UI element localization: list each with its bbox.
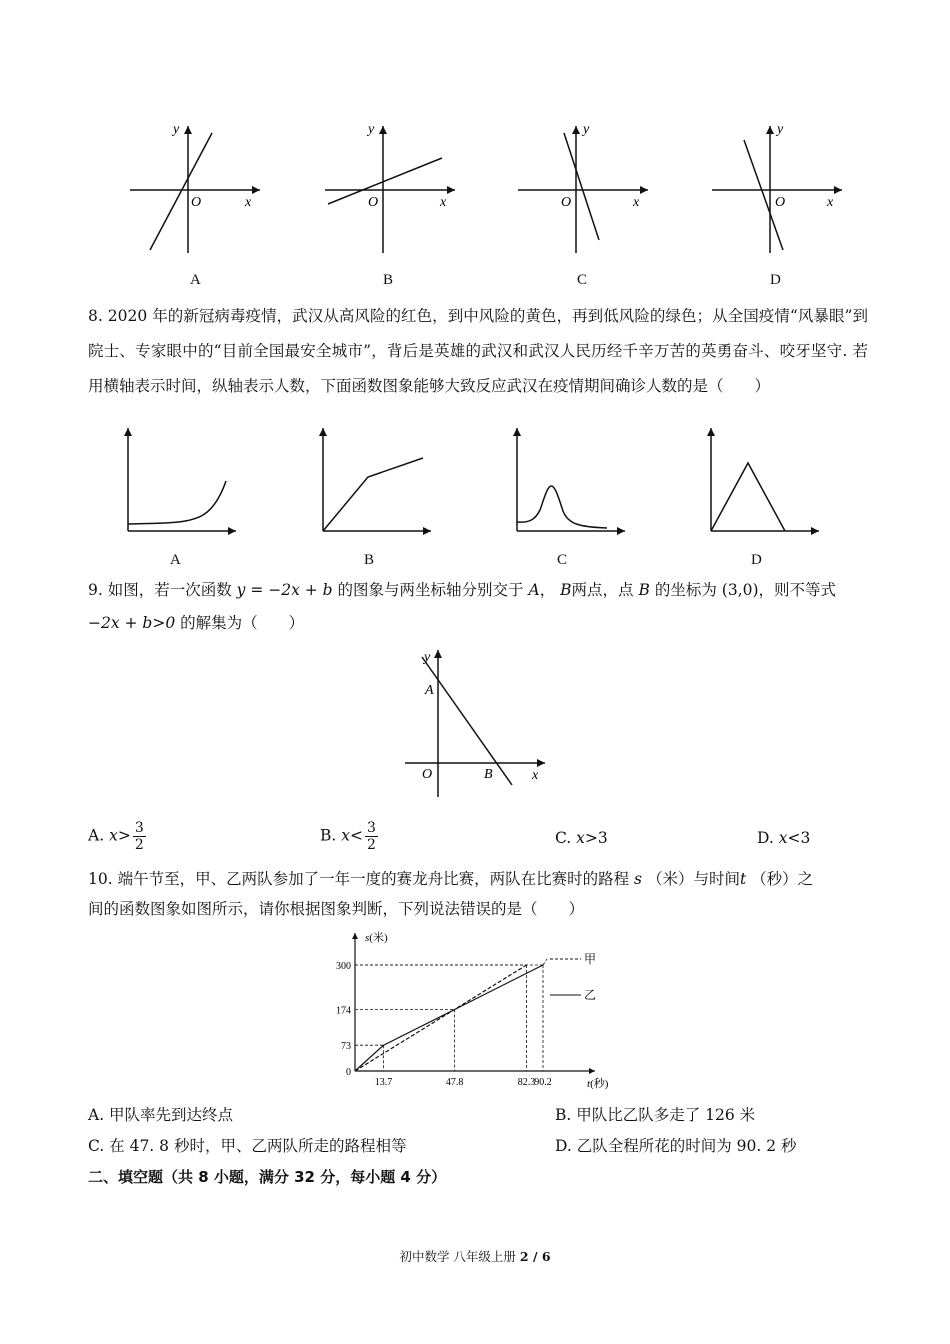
- x-axis-label: x: [633, 195, 640, 210]
- q10-option-a[interactable]: A. 甲队率先到达终点: [88, 1106, 234, 1124]
- y-axis-label: y: [424, 650, 431, 665]
- page-number: 2 / 6: [519, 1249, 551, 1264]
- q7-label-c: C: [577, 272, 588, 288]
- y-axis-label: y: [583, 122, 590, 137]
- q9-question-line2: −2x + b>0 的解集为（ ）: [88, 614, 305, 632]
- q7-graph-b: [320, 118, 460, 258]
- chart-x-tick-label: 90.2: [534, 1077, 552, 1088]
- q10-chart: [325, 925, 625, 1090]
- legend-yi-label: 乙: [584, 988, 597, 1002]
- chart-x-tick-label: 47.8: [445, 1077, 464, 1088]
- q7-label-d: D: [770, 272, 781, 288]
- x-axis-label: x: [245, 195, 252, 210]
- q9-option-c[interactable]: C. x>3: [555, 829, 608, 847]
- fraction: $\frac{3}{2}$: [367, 820, 376, 853]
- q9-option-a[interactable]: A. x> $\frac{3}{2}$: [88, 820, 144, 853]
- chart-legend-connector: [543, 959, 547, 965]
- origin-label: O: [191, 195, 202, 210]
- chart-x-tick-label: 13.7: [374, 1077, 393, 1088]
- chart-y-tick-label: 300: [336, 961, 351, 972]
- q10-option-c[interactable]: C. 在 47. 8 秒时，甲、乙两队所走的路程相等: [88, 1137, 407, 1155]
- chart-y-label: s(米): [365, 932, 388, 944]
- x-axis-label: x: [827, 195, 834, 210]
- q8-label-a: A: [170, 552, 181, 568]
- y-axis-label: y: [173, 122, 180, 137]
- q8-graph-a: [118, 425, 238, 540]
- legend-jia-label: 甲: [584, 952, 597, 966]
- q10-question-line2: 间的函数图象如图所示，请你根据图象判断，下列说法错误的是（ ）: [88, 900, 585, 918]
- chart-series-jia: [355, 965, 527, 1071]
- fraction: $\frac{3}{2}$: [134, 820, 144, 853]
- origin-label: O: [422, 767, 433, 782]
- origin-label: O: [775, 195, 786, 210]
- x-axis-label: x: [532, 768, 539, 783]
- q9-figure: [400, 645, 550, 800]
- chart-plot-area: [336, 933, 595, 1088]
- q9-option-b[interactable]: B. x< $\frac{3}{2}$: [320, 820, 376, 853]
- point-a-label: A: [425, 683, 434, 698]
- q8-label-c: C: [557, 552, 568, 568]
- q8-label-b: B: [364, 552, 375, 568]
- origin-label: O: [368, 195, 379, 210]
- q10-question-line1: 10. 端午节至，甲、乙两队参加了一年一度的赛龙舟比赛，两队在比赛时的路程 s （米）与时间t （秒）之: [88, 870, 814, 888]
- y-axis-label: y: [368, 122, 375, 137]
- chart-x-arrow: [589, 1068, 595, 1074]
- q8-graph-d: [701, 425, 821, 540]
- chart-x-label: t(秒): [587, 1078, 609, 1090]
- chart-y-arrow: [352, 933, 358, 939]
- q8-graph-c: [507, 425, 627, 540]
- q8-graph-b: [313, 425, 433, 540]
- chart-series-yi: [355, 965, 543, 1071]
- q8-question-text: 8. 2020 年的新冠病毒疫情，武汉从高风险的红色，到中风险的黄色，再到低风险的绿色；从全国疫情“风暴眼”到院士、专家眼中的“目前全国最安全城市”，背后是英雄的武汉和武汉人民历经千辛万苦的英勇奋斗、咬牙坚守. 若用横轴表示时间，纵轴表示人数，下面函数图象能够大致反应武汉在疫情期间确诊人数的是（ ）: [88, 307, 868, 395]
- q7-graph-a: [125, 118, 265, 258]
- origin-label: O: [561, 195, 572, 210]
- chart-x-tick-label: 82.3: [517, 1077, 536, 1088]
- section-title: 二、填空题（共 8 小题，满分 32 分，每小题 4 分）: [88, 1168, 447, 1186]
- point-b-label: B: [484, 767, 493, 782]
- q10-option-b[interactable]: B. 甲队比乙队多走了 126 米: [555, 1106, 756, 1124]
- q7-graph-d: [707, 118, 847, 258]
- q7-graph-c: [513, 118, 653, 258]
- q10-option-d[interactable]: D. 乙队全程所花的时间为 90. 2 秒: [555, 1137, 797, 1155]
- q9-option-d[interactable]: D. x<3: [757, 829, 811, 847]
- y-axis-label: y: [777, 122, 784, 137]
- q9-question-line1: 9. 如图，若一次函数 y = −2x + b 的图象与两坐标轴分别交于 A， B两点，点 B 的坐标为 (3,0)，则不等式: [88, 581, 837, 599]
- q8-label-d: D: [751, 552, 762, 568]
- page-footer: [0, 1247, 950, 1265]
- chart-y-tick-label: 73: [341, 1041, 351, 1053]
- q7-label-a: A: [190, 272, 201, 288]
- q7-label-b: B: [383, 272, 394, 288]
- chart-y-tick-label: 174: [336, 1005, 351, 1017]
- x-axis-label: x: [440, 195, 447, 210]
- footer-text: 初中数学 八年级上册: [399, 1249, 520, 1264]
- chart-y-tick-label: 0: [346, 1067, 351, 1078]
